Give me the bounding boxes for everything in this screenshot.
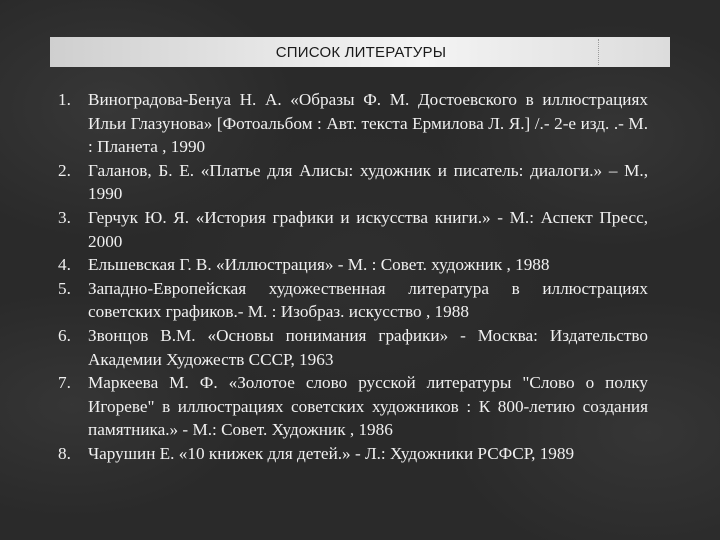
divider xyxy=(598,39,601,65)
reference-number: 5. xyxy=(58,278,71,298)
reference-text: Звонцов В.М. «Основы понимания графики» - Москва: Издательство Академии Художеств СССР, 1963 xyxy=(88,325,648,369)
reference-number: 1. xyxy=(58,90,71,109)
reference-number: 4. xyxy=(58,255,71,275)
reference-text: Ельшевская Г. В. «Иллюстрация» - М. : Совет. художник , 1988 xyxy=(88,255,550,275)
reference-item xyxy=(58,206,648,253)
reference-item xyxy=(58,159,648,206)
reference-number: 6. xyxy=(58,325,71,345)
reference-item xyxy=(58,253,648,277)
reference-number: 7. xyxy=(58,373,71,393)
reference-list xyxy=(58,88,648,466)
reference-text: Чарушин Е. «10 книжек для детей.» - Л.: Художники РСФСР, 1989 xyxy=(88,443,575,463)
title-bar xyxy=(50,37,670,67)
reference-item xyxy=(58,324,648,371)
reference-text: Герчук Ю. Я. «История графики и искусства книги.» - М.: Аспект Пресс, 2000 xyxy=(88,207,648,251)
reference-item xyxy=(58,88,648,159)
reference-item xyxy=(58,371,648,442)
reference-item xyxy=(58,277,648,324)
reference-text: Маркеева М. Ф. «Золотое слово русской литературы "Слово о полку Игореве" в иллюстрациях советских художников : К 800-летию создания памятника.» - М.: Совет. Художник , 1986 xyxy=(88,373,648,440)
reference-number: 8. xyxy=(58,443,71,463)
reference-text: Галанов, Б. Е. «Платье для Алисы: художник и писатель: диалоги.» – М., 1990 xyxy=(88,160,648,204)
reference-text: Западно-Европейская художественная литература в иллюстрациях советских графиков.- М. : Изобраз. искусство , 1988 xyxy=(88,278,648,322)
reference-text: Виноградова-Бенуа Н. А. «Образы Ф. М. Достоевского в иллюстрациях Ильи Глазунова» [Фотоальбом : Авт. текста Ермилова Л. Я.] /.- 2-е изд. .- М. : Планета , 1990 xyxy=(88,90,648,157)
page-title: СПИСОК ЛИТЕРАТУРЫ xyxy=(275,43,447,61)
reference-number: 3. xyxy=(58,207,71,227)
reference-number: 2. xyxy=(58,160,71,180)
reference-item xyxy=(58,442,648,466)
